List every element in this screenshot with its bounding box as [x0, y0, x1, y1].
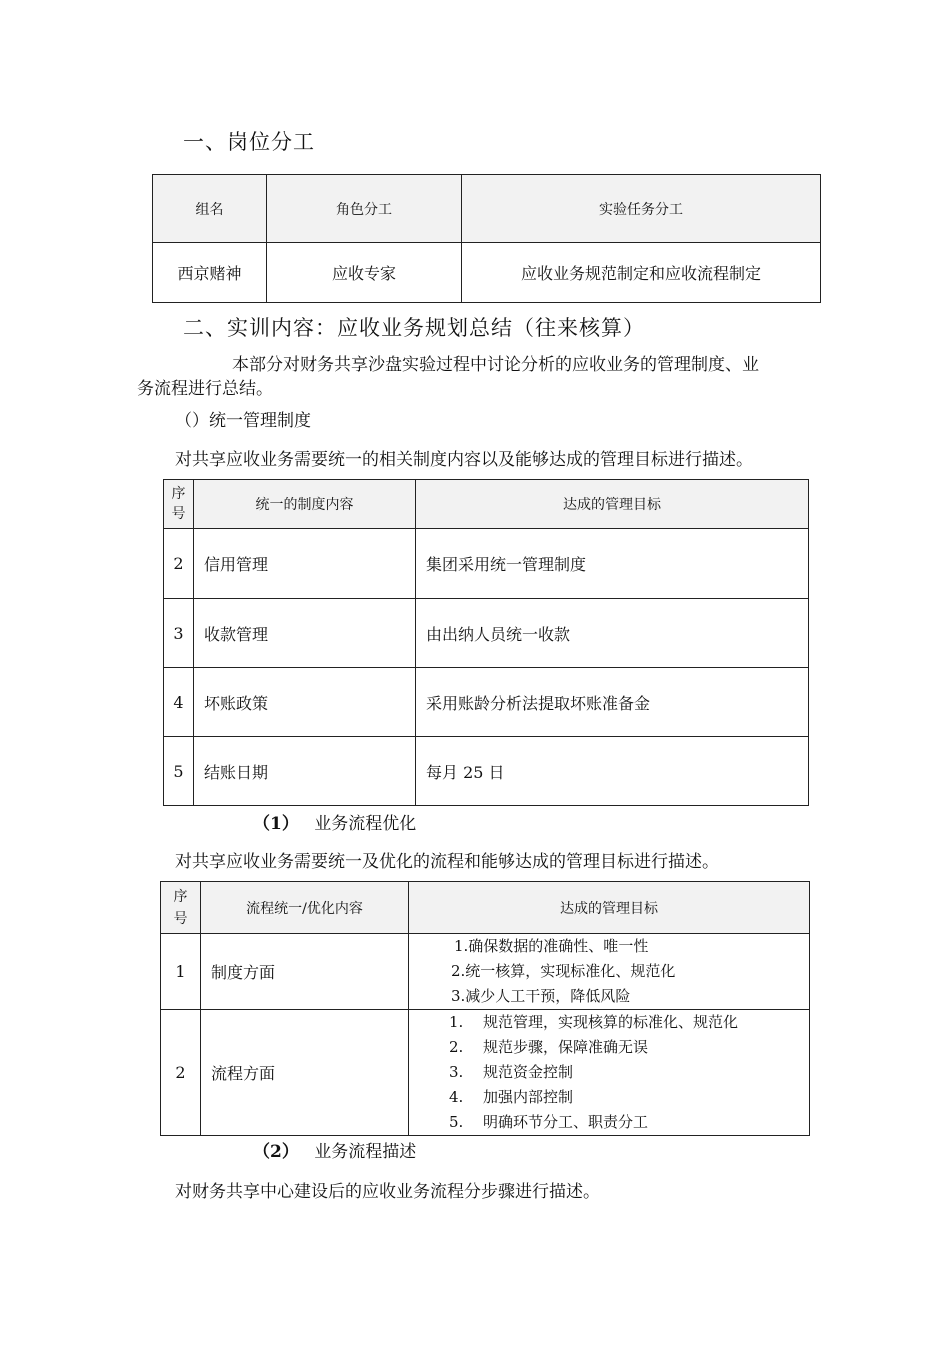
- row-content: 收款管理: [194, 599, 416, 668]
- subheading-unified-system: （）统一管理制度: [175, 411, 311, 431]
- table-row: [164, 599, 809, 668]
- goal-item: 3. 规范资金控制: [449, 1063, 574, 1081]
- table-row: [161, 1010, 810, 1136]
- intro-line-1: 本部分对财务共享沙盘实验过程中讨论分析的应收业务的管理制度、业: [232, 355, 759, 375]
- subheading-number: （2）: [253, 1142, 299, 1162]
- table-row: [161, 934, 810, 1010]
- cell-group-name: 西京赌神: [153, 243, 267, 303]
- row-index: 2: [164, 529, 194, 599]
- row-goal: 每月 25 日: [416, 737, 809, 806]
- process-table: [160, 881, 810, 1136]
- intro-line-2: 务流程进行总结。: [137, 379, 273, 399]
- table-row: [164, 668, 809, 737]
- row-goal: 由出纳人员统一收款: [416, 599, 809, 668]
- subheading-text: 业务流程描述: [314, 1142, 417, 1162]
- header-system-content: 统一的制度内容: [194, 480, 416, 529]
- header-role: 角色分工: [267, 175, 462, 243]
- row-index: 1: [161, 934, 201, 1010]
- row-index: 2: [161, 1010, 201, 1136]
- goal-item: 4. 加强内部控制: [449, 1088, 574, 1106]
- goal-item: 2. 规范步骤，保障准确无误: [449, 1038, 649, 1056]
- cell-role: 应收专家: [267, 243, 462, 303]
- header-index: 序号: [161, 882, 201, 934]
- header-system-goal: 达成的管理目标: [416, 480, 809, 529]
- row-goal-list: [409, 1010, 810, 1136]
- row-goal: 采用账龄分析法提取坏账准备金: [416, 668, 809, 737]
- section-title-2: 二、实训内容：应收业务规划总结（往来核算）: [183, 316, 645, 340]
- header-index: 序号: [164, 480, 194, 529]
- section-title-1: 一、岗位分工: [183, 130, 315, 154]
- header-group-name: 组名: [153, 175, 267, 243]
- row-index: 4: [164, 668, 194, 737]
- role-table: [152, 174, 821, 303]
- row-content: 制度方面: [201, 934, 409, 1010]
- header-process-goal: 达成的管理目标: [409, 882, 810, 934]
- table-row: [164, 737, 809, 806]
- goal-item: 5. 明确环节分工、职责分工: [449, 1113, 649, 1131]
- row-index: 3: [164, 599, 194, 668]
- row-content: 信用管理: [194, 529, 416, 599]
- subheading-process-optimization: [253, 812, 416, 836]
- row-goal: 集团采用统一管理制度: [416, 529, 809, 599]
- process-description-desc: 对财务共享中心建设后的应收业务流程分步骤进行描述。: [175, 1182, 600, 1202]
- table-row: [164, 529, 809, 599]
- goal-item: 1. 规范管理，实现核算的标准化、规范化: [449, 1013, 739, 1031]
- unified-system-desc: 对共享应收业务需要统一的相关制度内容以及能够达成的管理目标进行描述。: [175, 450, 753, 470]
- header-process-content: 流程统一/优化内容: [201, 882, 409, 934]
- goal-item: 2.统一核算，实现标准化、规范化: [451, 962, 676, 980]
- header-task: 实验任务分工: [462, 175, 821, 243]
- process-optimization-desc: 对共享应收业务需要统一及优化的流程和能够达成的管理目标进行描述。: [175, 852, 719, 872]
- subheading-process-description: [253, 1140, 416, 1164]
- subheading-number: （1）: [253, 814, 299, 834]
- cell-task: 应收业务规范制定和应收流程制定: [462, 243, 821, 303]
- row-index: 5: [164, 737, 194, 806]
- subheading-text: 业务流程优化: [314, 814, 417, 834]
- goal-item: 1.确保数据的准确性、唯一性: [454, 937, 649, 955]
- row-content: 坏账政策: [194, 668, 416, 737]
- row-content: 结账日期: [194, 737, 416, 806]
- row-content: 流程方面: [201, 1010, 409, 1136]
- row-goal-list: [409, 934, 810, 1010]
- system-table: [163, 479, 809, 806]
- goal-item: 3.减少人工干预，降低风险: [451, 987, 631, 1005]
